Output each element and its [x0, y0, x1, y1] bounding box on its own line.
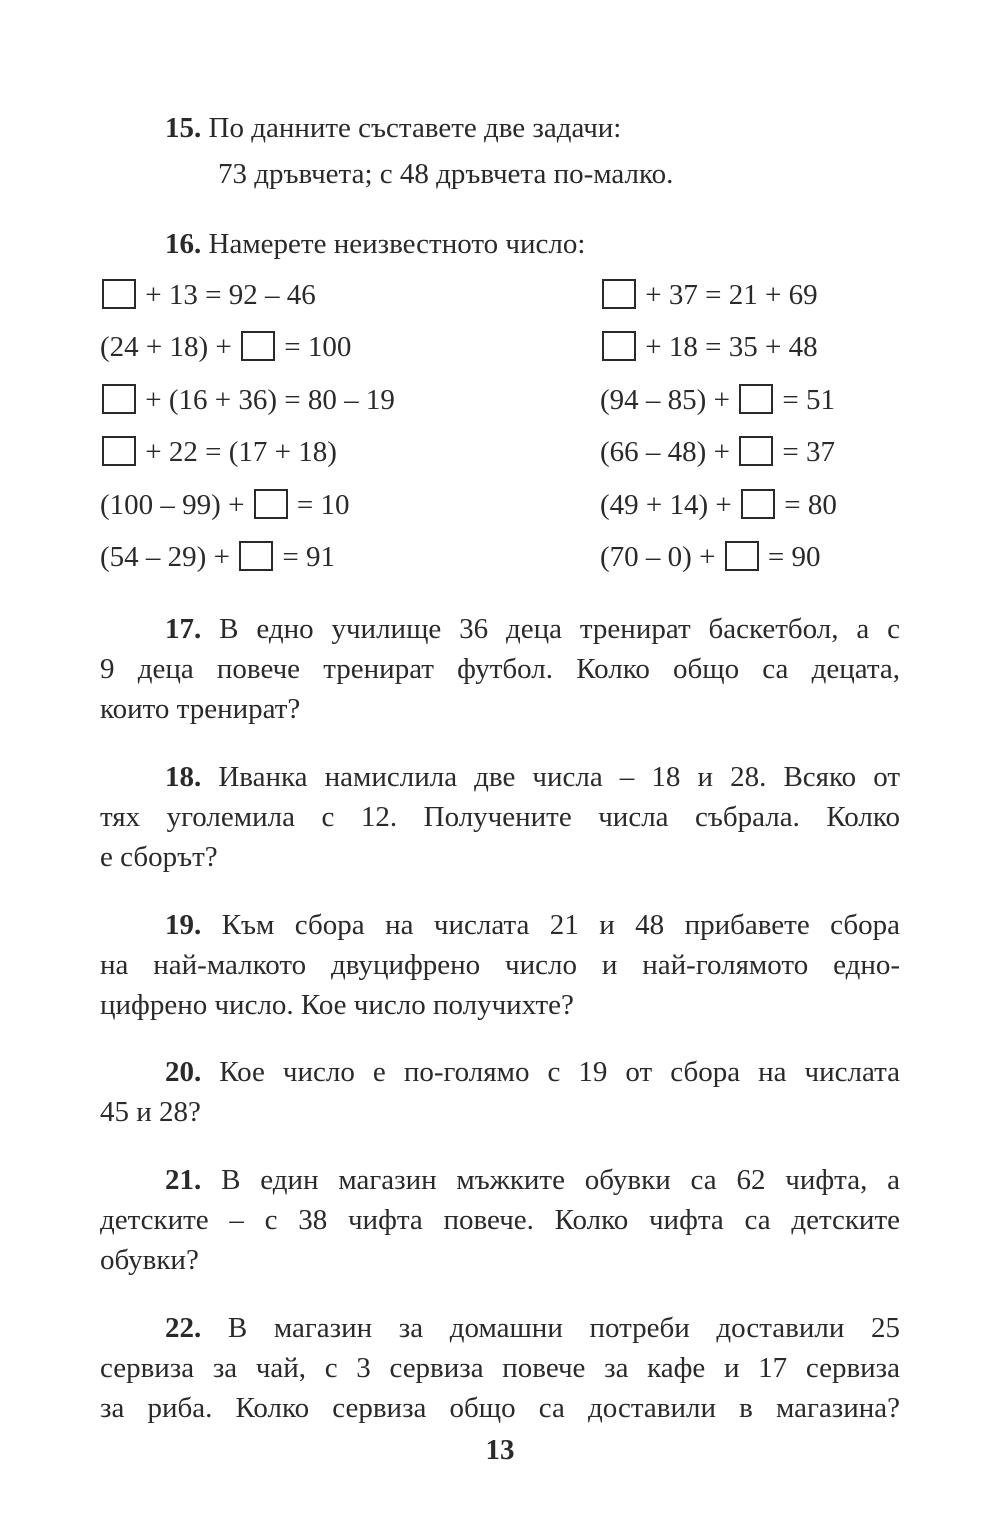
equation-right-4: (66 – 48) + = 37: [600, 436, 836, 468]
problem-21-line-2: детските – с 38 чифта повече. Колко чифта са детските: [100, 1204, 900, 1236]
answer-box[interactable]: [239, 541, 273, 571]
answer-box[interactable]: [102, 384, 136, 414]
problem-22-number: 22.: [165, 1312, 202, 1344]
equation-left-5: (100 – 99) + = 10: [100, 489, 350, 521]
problem-21-line-1: 21. В един магазин мъжките обувки са 62 чифта, а: [165, 1164, 901, 1196]
answer-box[interactable]: [602, 279, 636, 309]
problem-21-number: 21.: [165, 1164, 202, 1196]
equation-right-2: + 18 = 35 + 48: [600, 329, 818, 365]
problem-18-line-2: тях уголемила с 12. Получените числа събрала. Колко: [100, 801, 900, 833]
problem-17-line-1: 17. В едно училище 36 деца тренират баскетбол, а с: [165, 613, 900, 645]
problem-19-line-1: 19. Към сбора на числата 21 и 48 прибавете сбора: [165, 909, 900, 941]
answer-box[interactable]: [602, 331, 636, 361]
equation-right-1: + 37 = 21 + 69: [600, 277, 818, 313]
problem-16-number: 16.: [165, 228, 202, 260]
problem-20-line-1: 20. Кое число е по-голямо с 19 от сбора на числата: [165, 1056, 900, 1088]
problem-22-line-1: 22. В магазин за домашни потреби доставили 25: [165, 1312, 900, 1344]
problem-15-line-2: 73 дръвчета; с 48 дръвчета по-малко.: [218, 158, 674, 190]
equation-left-1: + 13 = 92 – 46: [100, 277, 316, 313]
problem-15-text: По данните съставете две задачи:: [208, 112, 622, 144]
answer-box[interactable]: [739, 436, 773, 466]
answer-box[interactable]: [725, 541, 759, 571]
problem-18-line-3: е сборът?: [100, 841, 218, 873]
equation-left-2: (24 + 18) + = 100: [100, 331, 352, 363]
page-number: 13: [485, 1434, 515, 1466]
equation-left-4: + 22 = (17 + 18): [100, 434, 337, 470]
equation-left-3: + (16 + 36) = 80 – 19: [100, 382, 395, 418]
problem-21-line-3: обувки?: [100, 1244, 199, 1276]
problem-16-text: Намерете неизвестното число:: [208, 228, 586, 260]
equation-right-5: (49 + 14) + = 80: [600, 489, 837, 521]
equation-left-6: (54 – 29) + = 91: [100, 541, 336, 573]
answer-box[interactable]: [102, 279, 136, 309]
problem-19-line-2: на най-малкото двуцифрено число и най-голямото едно-: [100, 949, 900, 981]
answer-box[interactable]: [739, 384, 773, 414]
answer-box[interactable]: [241, 331, 275, 361]
problem-19-line-3: цифрено число. Кое число получихте?: [100, 989, 574, 1021]
problem-18-number: 18.: [165, 761, 202, 793]
problem-16-title: [165, 226, 585, 262]
problem-18-line-1: 18. Иванка намислила две числа – 18 и 28. Всяко от: [165, 761, 900, 793]
problem-20-number: 20.: [165, 1056, 202, 1088]
problem-17-number: 17.: [165, 613, 202, 645]
problem-17-line-2: 9 деца повече тренират футбол. Колко общо са децата,: [100, 653, 900, 685]
problem-22-line-2: сервиза за чай, с 3 сервиза повече за кафе и 17 сервиза: [100, 1352, 900, 1384]
problem-15-number: 15.: [165, 112, 202, 144]
problem-17-line-3: които тренират?: [100, 693, 301, 725]
problem-22-line-3: за риба. Колко сервиза общо са доставили в магазина?: [100, 1392, 900, 1424]
equation-right-3: (94 – 85) + = 51: [600, 384, 836, 416]
answer-box[interactable]: [741, 489, 775, 519]
problem-20-line-2: 45 и 28?: [100, 1096, 201, 1128]
problem-15-line-1: [165, 110, 621, 146]
answer-box[interactable]: [102, 436, 136, 466]
problem-19-number: 19.: [165, 909, 202, 941]
equation-right-6: (70 – 0) + = 90: [600, 541, 821, 573]
answer-box[interactable]: [254, 489, 288, 519]
